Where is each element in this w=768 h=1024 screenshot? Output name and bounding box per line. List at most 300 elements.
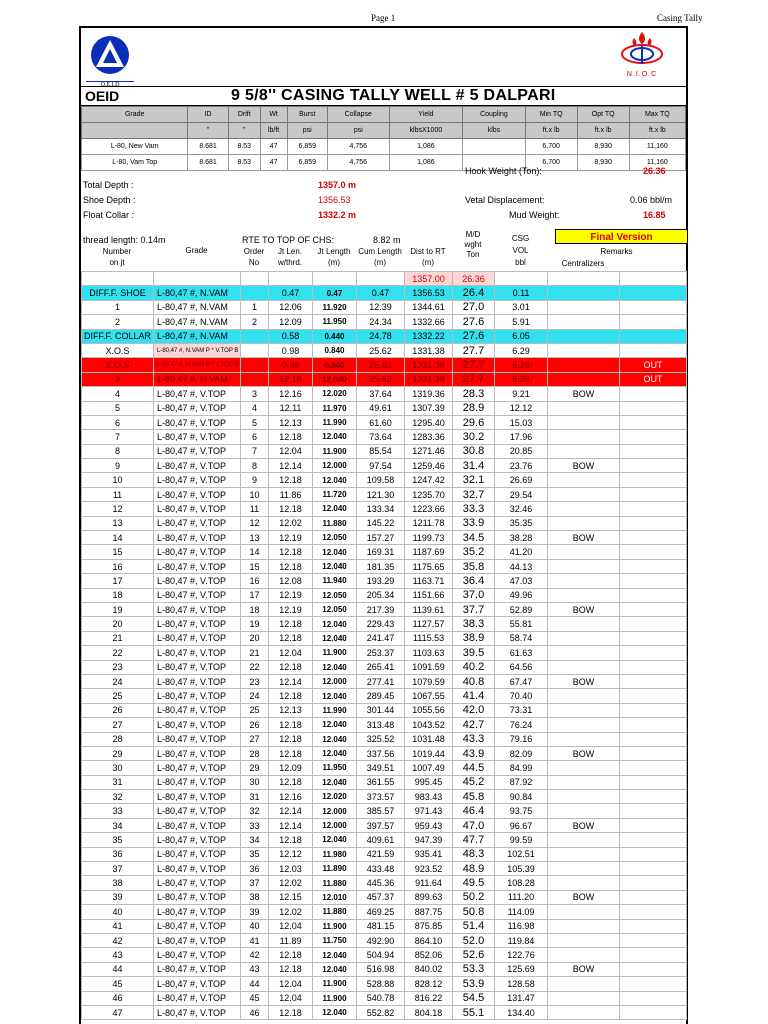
cumulative-length: 229.43 <box>357 617 405 631</box>
cumulative-length: 24.34 <box>357 315 405 329</box>
joint-length: 12.050 <box>313 602 357 616</box>
casing-volume: 87.92 <box>495 775 548 789</box>
spec-header: Max TQ <box>629 107 685 123</box>
distance-to-rt: 1247.42 <box>405 473 453 487</box>
hook-weight: 55.1 <box>453 1005 495 1019</box>
hook-weight: 34.5 <box>453 531 495 545</box>
col-order <box>240 246 268 268</box>
joint-length-with-thread: 12.16 <box>269 790 313 804</box>
col-dist-line1: Dist to RT <box>410 247 446 256</box>
distance-to-rt: 1139.61 <box>405 602 453 616</box>
remark <box>620 948 687 962</box>
joint-length-with-thread: 12.04 <box>269 646 313 660</box>
float-collar-label: Float Collar : <box>83 210 135 220</box>
table-row <box>82 430 687 444</box>
order-number: 15 <box>241 559 269 573</box>
joint-number: 28 <box>82 732 154 746</box>
spec-unit: " <box>188 123 228 139</box>
table-row <box>82 617 687 631</box>
table-row <box>82 933 687 947</box>
table-row <box>82 473 687 487</box>
joint-number: 36 <box>82 847 154 861</box>
remark <box>620 631 687 645</box>
remark <box>620 286 687 300</box>
joint-grade: L-80,47 #, V.TOP <box>154 933 241 947</box>
remark <box>620 660 687 674</box>
hook-weight: 27.7 <box>453 372 495 386</box>
distance-to-rt: 1043.52 <box>405 718 453 732</box>
table-row <box>82 718 687 732</box>
joint-number: 12 <box>82 502 154 516</box>
distance-to-rt: 1127.57 <box>405 617 453 631</box>
remark <box>620 933 687 947</box>
table-row <box>82 732 687 746</box>
joint-grade: L-80,47 #, V.TOP <box>154 804 241 818</box>
order-number: 42 <box>241 948 269 962</box>
joint-length: 12.040 <box>313 559 357 573</box>
joint-length-with-thread: 12.18 <box>269 718 313 732</box>
joint-grade: L-80,47 #, V.TOP <box>154 790 241 804</box>
total-depth-value: 1357.0 m <box>318 180 357 190</box>
centralizer <box>548 847 620 861</box>
joint-length-with-thread: 12.13 <box>269 415 313 429</box>
company-name: OEID <box>85 88 120 104</box>
joint-grade: L-80,47 #, V.TOP <box>154 415 241 429</box>
col-csg <box>494 233 547 269</box>
joint-length-with-thread: 12.02 <box>269 905 313 919</box>
hook-weight: 46.4 <box>453 804 495 818</box>
order-number: 10 <box>241 487 269 501</box>
joint-length-with-thread: 12.18 <box>269 502 313 516</box>
spec-header: Yield <box>389 107 463 123</box>
joint-grade: L-80,47 #, V.TOP <box>154 689 241 703</box>
joint-grade: L-80,47 #, V.TOP <box>154 991 241 1005</box>
casing-volume: 38.28 <box>495 531 548 545</box>
hook-weight: 38.9 <box>453 631 495 645</box>
joint-length: 11.990 <box>313 415 357 429</box>
shoe-depth-label: Shoe Depth : <box>83 195 136 205</box>
joint-number: 10 <box>82 473 154 487</box>
joint-number: 23 <box>82 660 154 674</box>
rte-label: RTE TO TOP OF CHS: <box>242 235 335 245</box>
remark <box>620 746 687 760</box>
order-number: 44 <box>241 977 269 991</box>
col-cum-line2: (m) <box>374 258 386 267</box>
joint-grade: L-80,47 #, N.VAM P * V.TOP B <box>154 358 241 372</box>
joint-length-with-thread: 12.18 <box>269 732 313 746</box>
order-number: 11 <box>241 502 269 516</box>
order-number <box>241 329 269 343</box>
distance-to-rt: 875.85 <box>405 919 453 933</box>
remark <box>620 559 687 573</box>
distance-to-rt: 1055.56 <box>405 703 453 717</box>
joint-length-with-thread: 12.13 <box>269 703 313 717</box>
hook-weight: 48.9 <box>453 862 495 876</box>
table-row <box>82 531 687 545</box>
centralizer <box>548 300 620 314</box>
centralizer <box>548 401 620 415</box>
joint-grade: L-80,47 #, V.TOP <box>154 703 241 717</box>
cumulative-length: 193.29 <box>357 574 405 588</box>
remark: OUT <box>620 372 687 386</box>
distance-to-rt: 1115.53 <box>405 631 453 645</box>
distance-to-rt: 887.75 <box>405 905 453 919</box>
centralizer <box>548 1005 620 1019</box>
distance-to-rt: 899.63 <box>405 890 453 904</box>
distance-to-rt: 1199.73 <box>405 531 453 545</box>
table-row <box>82 574 687 588</box>
joint-length: 11.720 <box>313 487 357 501</box>
table-row <box>82 790 687 804</box>
col-jtlen <box>268 246 312 268</box>
joint-length-with-thread: 12.18 <box>269 631 313 645</box>
hook-weight: 32.7 <box>453 487 495 501</box>
table-row <box>82 329 687 343</box>
joint-number: 2 <box>82 315 154 329</box>
joint-grade: L-80,47 #, V.TOP <box>154 761 241 775</box>
order-number: 18 <box>241 602 269 616</box>
joint-grade: L-80,47 #, V.TOP <box>154 1005 241 1019</box>
joint-grade: L-80,47 #, V.TOP <box>154 444 241 458</box>
joint-length-with-thread: 12.14 <box>269 674 313 688</box>
table-row <box>82 559 687 573</box>
centralizer <box>548 372 620 386</box>
casing-volume: 76.24 <box>495 718 548 732</box>
hook-weight: 54.5 <box>453 991 495 1005</box>
joint-length: 12.040 <box>313 660 357 674</box>
joint-length: 11.980 <box>313 847 357 861</box>
joint-grade: L-80,47 #, V.TOP <box>154 631 241 645</box>
joint-length-with-thread: 12.18 <box>269 775 313 789</box>
table-row <box>82 746 687 760</box>
casing-volume: 61.63 <box>495 646 548 660</box>
joint-number: 24 <box>82 674 154 688</box>
distance-to-rt: 1344.61 <box>405 300 453 314</box>
hook-weight-value: 26.36 <box>643 166 666 176</box>
joint-length-with-thread: 12.04 <box>269 919 313 933</box>
joint-grade: L-80,47 #, V.TOP <box>154 919 241 933</box>
distance-to-rt: 947.39 <box>405 833 453 847</box>
hook-weight: 26.4 <box>453 286 495 300</box>
joint-grade: L-80,47 #, V.TOP <box>154 559 241 573</box>
table-row <box>82 602 687 616</box>
casing-volume: 114.09 <box>495 905 548 919</box>
joint-length-with-thread: 11.86 <box>269 487 313 501</box>
col-order-line2: No <box>248 258 260 267</box>
casing-volume: 17.96 <box>495 430 548 444</box>
spec-cell: 8.681 <box>188 139 228 155</box>
table-row <box>82 674 687 688</box>
joint-number: 32 <box>82 790 154 804</box>
cumulative-length: 421.59 <box>357 847 405 861</box>
casing-volume: 90.84 <box>495 790 548 804</box>
hook-weight: 40.2 <box>453 660 495 674</box>
joint-number: 34 <box>82 818 154 832</box>
joint-grade: L-80,47 #, V.TOP <box>154 862 241 876</box>
casing-volume: 6.29 <box>495 358 548 372</box>
centralizer <box>548 343 620 357</box>
joint-length-with-thread: 12.04 <box>269 977 313 991</box>
joint-number: 25 <box>82 689 154 703</box>
joint-number: 5 <box>82 401 154 415</box>
table-row <box>82 991 687 1005</box>
order-number: 28 <box>241 746 269 760</box>
casing-volume: 99.59 <box>495 833 548 847</box>
col-jtlen-line2: w/thrd. <box>277 258 302 267</box>
joint-length-with-thread: 12.18 <box>269 559 313 573</box>
distance-to-rt: 1295.40 <box>405 415 453 429</box>
remark <box>620 473 687 487</box>
table-row <box>82 631 687 645</box>
joint-length: 11.880 <box>313 876 357 890</box>
distance-to-rt: 828.12 <box>405 977 453 991</box>
joint-grade: L-80,47 #, V.TOP <box>154 473 241 487</box>
col-md-line2: wght <box>464 240 482 249</box>
hook-weight: 47.0 <box>453 818 495 832</box>
casing-volume: 3.01 <box>495 300 548 314</box>
order-number: 38 <box>241 890 269 904</box>
joint-grade: L-80,47 #, V.TOP <box>154 588 241 602</box>
cumulative-length: 385.57 <box>357 804 405 818</box>
hook-weight: 27.0 <box>453 300 495 314</box>
remark <box>620 689 687 703</box>
joint-length: 12.040 <box>313 430 357 444</box>
joint-length: 12.000 <box>313 804 357 818</box>
joint-length-with-thread: 0.98 <box>269 343 313 357</box>
order-number: 19 <box>241 617 269 631</box>
spec-header: Grade <box>82 107 188 123</box>
casing-volume: 79.16 <box>495 732 548 746</box>
table-row <box>82 272 687 286</box>
joint-length: 12.040 <box>313 746 357 760</box>
tally-table <box>81 271 687 1020</box>
table-row <box>82 300 687 314</box>
joint-length: 12.040 <box>313 372 357 386</box>
cumulative-length: 73.64 <box>357 430 405 444</box>
centralizer <box>548 689 620 703</box>
joint-number: 38 <box>82 876 154 890</box>
remark <box>620 415 687 429</box>
col-jtlength-line1: Jt Length <box>317 247 351 256</box>
centralizer <box>548 933 620 947</box>
cumulative-length: 0.47 <box>357 286 405 300</box>
cumulative-length: 552.82 <box>357 1005 405 1019</box>
hook-weight: 37.0 <box>453 588 495 602</box>
hook-weight: 50.2 <box>453 890 495 904</box>
order-number: 17 <box>241 588 269 602</box>
distance-to-rt: 1271.46 <box>405 444 453 458</box>
remark <box>620 401 687 415</box>
spec-cell: 8.53 <box>228 155 260 171</box>
col-jtlength <box>312 246 356 268</box>
distance-to-rt: 1187.69 <box>405 545 453 559</box>
table-row <box>82 905 687 919</box>
centralizer <box>548 948 620 962</box>
remark <box>620 300 687 314</box>
col-csg-line1: CSG <box>511 234 530 243</box>
joint-grade: L-80,47 #, V.TOP <box>154 660 241 674</box>
joint-grade: L-80,47 #, V.TOP <box>154 948 241 962</box>
joint-grade: L-80,47 #, V.TOP <box>154 487 241 501</box>
distance-to-rt: 1331.38 <box>405 343 453 357</box>
casing-volume: 15.03 <box>495 415 548 429</box>
page-title: 9 5/8'' CASING TALLY WELL # 5 DALPARI <box>231 87 556 104</box>
joint-length-with-thread: 12.18 <box>269 962 313 976</box>
joint-length-with-thread: 12.18 <box>269 473 313 487</box>
table-row <box>82 919 687 933</box>
cumulative-length: 12.39 <box>357 300 405 314</box>
hook-weight: 50.8 <box>453 905 495 919</box>
page-number: Page 1 <box>371 13 396 23</box>
cumulative-length: 289.45 <box>357 689 405 703</box>
spec-header: Coupling <box>463 107 526 123</box>
centralizer <box>548 631 620 645</box>
joint-number: 39 <box>82 890 154 904</box>
remark <box>620 703 687 717</box>
order-number: 35 <box>241 847 269 861</box>
joint-number: 37 <box>82 862 154 876</box>
remark <box>620 588 687 602</box>
spec-cell: 6,859 <box>287 139 327 155</box>
hook-weight: 39.5 <box>453 646 495 660</box>
order-number: 30 <box>241 775 269 789</box>
distance-to-rt: 1019.44 <box>405 746 453 760</box>
cumulative-length: 253.37 <box>357 646 405 660</box>
joint-grade: L-80,47 #, V.TOP <box>154 674 241 688</box>
joint-length-with-thread: 12.19 <box>269 588 313 602</box>
table-row <box>82 977 687 991</box>
col-grade: Grade <box>185 246 208 255</box>
hook-weight: 36.4 <box>453 574 495 588</box>
distance-to-rt: 864.10 <box>405 933 453 947</box>
col-md-line3: Ton <box>466 250 480 259</box>
joint-number: X.O.S <box>82 343 154 357</box>
joint-length: 11.900 <box>313 977 357 991</box>
centralizer <box>548 919 620 933</box>
casing-volume: 44.13 <box>495 559 548 573</box>
joint-number: 30 <box>82 761 154 775</box>
spec-cell: 11,160 <box>629 139 685 155</box>
centralizer <box>548 991 620 1005</box>
centralizer <box>548 703 620 717</box>
col-jtlen-line1: Jt Len. <box>277 247 302 256</box>
casing-volume: 119.84 <box>495 933 548 947</box>
casing-volume: 6.29 <box>495 343 548 357</box>
document-name: Casing Tally <box>657 13 703 23</box>
joint-length-with-thread: 12.04 <box>269 444 313 458</box>
cumulative-length: 516.98 <box>357 962 405 976</box>
joint-length: 12.000 <box>313 674 357 688</box>
shoe-depth-value: 1356.53 <box>318 195 351 205</box>
order-number <box>241 358 269 372</box>
joint-number: X.O.S <box>82 358 154 372</box>
joint-number: 17 <box>82 574 154 588</box>
final-version-badge: Final Version <box>555 229 688 244</box>
cumulative-length: 181.35 <box>357 559 405 573</box>
remark <box>620 531 687 545</box>
remark <box>620 343 687 357</box>
hook-weight: 28.9 <box>453 401 495 415</box>
centralizer <box>548 862 620 876</box>
remark <box>620 962 687 976</box>
casing-volume: 125.69 <box>495 962 548 976</box>
joint-length-with-thread: 12.18 <box>269 430 313 444</box>
spec-unit: " <box>228 123 260 139</box>
centralizer <box>548 516 620 530</box>
table-row <box>82 487 687 501</box>
casing-volume: 6.29 <box>495 372 548 386</box>
casing-volume: 96.67 <box>495 818 548 832</box>
centralizer <box>548 444 620 458</box>
cumulative-length: 361.55 <box>357 775 405 789</box>
centralizer <box>548 358 620 372</box>
cumulative-length: 325.52 <box>357 732 405 746</box>
order-number: 20 <box>241 631 269 645</box>
cumulative-length: 277.41 <box>357 674 405 688</box>
col-jtlength-line2: (m) <box>328 258 340 267</box>
distance-to-rt: 911.64 <box>405 876 453 890</box>
centralizer <box>548 473 620 487</box>
joint-grade: L-80,47 #, N.VAM <box>154 286 241 300</box>
joint-number: 42 <box>82 933 154 947</box>
distance-to-rt: 1332.22 <box>405 329 453 343</box>
joint-number: 44 <box>82 962 154 976</box>
distance-to-rt: 959.43 <box>405 818 453 832</box>
joint-number: 47 <box>82 1005 154 1019</box>
remark: OUT <box>620 358 687 372</box>
joint-grade: L-80,47 #, V.TOP <box>154 775 241 789</box>
col-order-line1: Order <box>243 247 265 256</box>
hook-weight: 38.3 <box>453 617 495 631</box>
col-number-line2: on jt <box>109 258 125 267</box>
distance-to-rt: 816.22 <box>405 991 453 1005</box>
casing-volume: 102.51 <box>495 847 548 861</box>
joint-grade: L-80,47 #, V.TOP <box>154 516 241 530</box>
hook-weight: 43.3 <box>453 732 495 746</box>
cumulative-length: 445.36 <box>357 876 405 890</box>
joint-length: 11.990 <box>313 703 357 717</box>
spec-cell: 1,086 <box>389 155 463 171</box>
centralizer <box>548 660 620 674</box>
joint-grade: L-80,47 #, V.TOP <box>154 646 241 660</box>
col-md <box>452 230 494 260</box>
joint-length: 12.040 <box>313 502 357 516</box>
joint-grade: L-80,47 #, V.TOP <box>154 574 241 588</box>
cumulative-length: 504.94 <box>357 948 405 962</box>
mud-weight-value: 16.85 <box>643 210 666 220</box>
distance-to-rt: 923.52 <box>405 862 453 876</box>
centralizer <box>548 329 620 343</box>
hook-weight: 30.2 <box>453 430 495 444</box>
rte-value: 8.82 m <box>373 235 401 245</box>
joint-grade: L-80,47 #, N.VAM <box>154 300 241 314</box>
joint-length-with-thread: 12.03 <box>269 862 313 876</box>
hook-weight: 33.3 <box>453 502 495 516</box>
remark <box>620 876 687 890</box>
joint-number: 15 <box>82 545 154 559</box>
remark <box>620 732 687 746</box>
casing-volume: 105.39 <box>495 862 548 876</box>
order-number: 8 <box>241 459 269 473</box>
order-number: 3 <box>241 387 269 401</box>
joint-number: 11 <box>82 487 154 501</box>
casing-volume: 5.91 <box>495 315 548 329</box>
table-row <box>82 890 687 904</box>
table-row <box>82 387 687 401</box>
joint-grade: L-80,47 #, V.TOP <box>154 387 241 401</box>
centralizer <box>548 430 620 444</box>
casing-volume: 84.99 <box>495 761 548 775</box>
